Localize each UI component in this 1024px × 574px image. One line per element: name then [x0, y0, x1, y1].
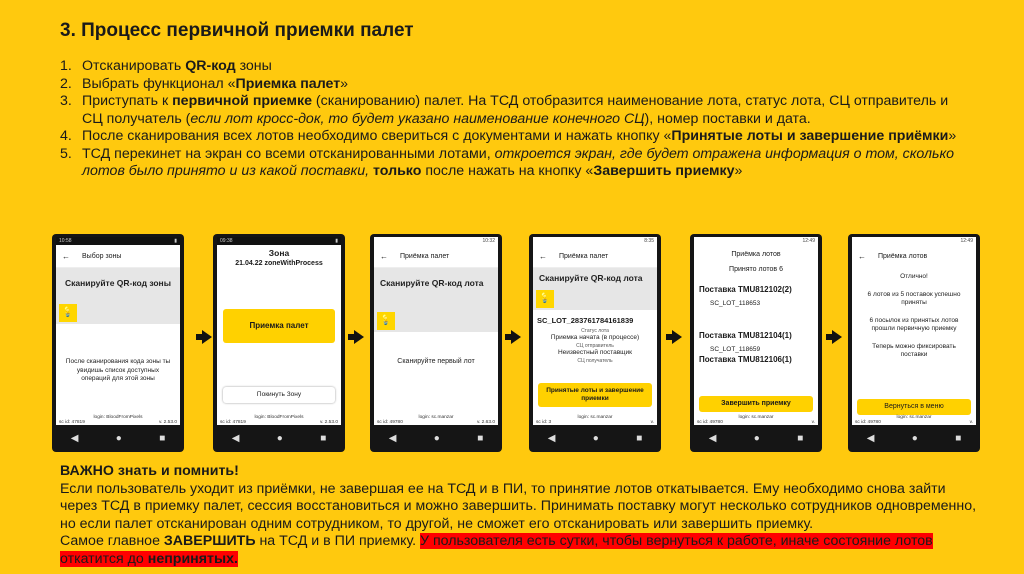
zone-name: 21.04.22 zoneWithProcess [235, 260, 323, 267]
step-5: 5. ТСД перекинет на экран со всеми отсканированными лотами, откроется экран, где будет отражена информация о том, сколько лотов было принято и из какой поставки, только после нажать на кнопку «Завершить приемку» [60, 145, 955, 179]
lot-id: SC_LOT_118653 [710, 300, 761, 307]
step-3: 3. Приступать к первичной приемке (сканированию) палет. На ТСД отобразится наименование лота, статус лота, СЦ отправитель и СЦ получатель (если лот кросс-док, то будет указано наименование конечного СЦ), номер поставки и дата. [60, 93, 949, 127]
success-text: 6 посылок из принятых лотов прошли первичную приемку [869, 316, 959, 332]
zone-label: Зона [268, 248, 290, 258]
step-1: 1. Отсканировать QR-код зоны [60, 58, 272, 74]
step-4: 4. После сканирования всех лотов необходимо свериться с документами и нажать кнопку «Принятые лоты и завершение приёмки» [60, 128, 957, 144]
flashlight-icon[interactable]: 💡 [536, 290, 554, 308]
back-nav-icon[interactable]: ◀ [70, 433, 79, 444]
back-nav-icon[interactable]: ◀ [231, 433, 240, 444]
footer: login: sc.manzar sc id: 49780 v. [697, 415, 815, 425]
arrow-right-icon [511, 330, 521, 344]
back-nav-icon[interactable]: ◀ [547, 433, 556, 444]
back-nav-icon[interactable]: ◀ [866, 433, 875, 444]
app-header: ← Приёмка палет [533, 245, 657, 268]
android-nav [529, 425, 661, 452]
arrow-right-icon [672, 330, 682, 344]
important-emphasis: Самое главное ЗАВЕРШИТЬ на ТСД и в ПИ приемку. У пользователя есть сутки, чтобы вернуться к работе, иначе состояние лотов откатится до непринятых. [60, 533, 933, 567]
footer: login: BloodFromPixels sc id: 47819 v. 2.53.0 [220, 415, 338, 425]
battery-icon: ▮ [335, 238, 338, 244]
recents-nav-icon[interactable]: ■ [636, 433, 643, 444]
app-header: ← Приёмка лотов [858, 251, 928, 261]
home-nav-icon[interactable]: ● [592, 433, 599, 444]
screen [374, 237, 498, 425]
back-arrow-icon[interactable]: ← [62, 251, 70, 261]
arrow-right-icon [832, 330, 842, 344]
screen [56, 237, 180, 425]
success-text: 6 лотов из 5 поставок успешно приняты [867, 290, 961, 306]
back-arrow-icon[interactable]: ← [380, 251, 388, 261]
footer: login: sc.manzar sc id: 3 v. [536, 415, 654, 425]
recents-nav-icon[interactable]: ■ [159, 433, 166, 444]
hint-text: После сканирования кода зоны ты увидишь список доступных операций для этой зоны [65, 358, 171, 382]
scanner-area: Сканируйте QR-код зоны 💡 [56, 268, 180, 324]
status-bar: 09:38 ▮ [217, 237, 341, 245]
leave-zone-button[interactable]: Покинуть Зону [223, 387, 335, 403]
lot-id: SC_LOT_118659 [710, 346, 761, 353]
android-nav [848, 425, 980, 452]
status-bar: 10:58 ▮ [56, 237, 180, 245]
page-title: 3. Процесс первичной приемки палет [60, 20, 414, 41]
hint-text: Сканируйте первый лот [397, 358, 475, 365]
app-header: ← Выбор зоны [56, 245, 180, 268]
pallet-accept-button[interactable]: Приемка палет [223, 309, 335, 343]
flashlight-icon[interactable]: 💡 [59, 304, 77, 322]
app-header: ← Приёмка палет [374, 245, 498, 268]
home-nav-icon[interactable]: ● [433, 433, 440, 444]
screen [852, 237, 976, 425]
footer: login: BloodFromPixels sc id: 47819 v. 2.53.0 [59, 415, 177, 425]
success-text: Теперь можно фиксировать поставки [872, 342, 956, 358]
important-note [60, 463, 980, 569]
recents-nav-icon[interactable]: ■ [797, 433, 804, 444]
back-arrow-icon[interactable]: ← [539, 251, 547, 261]
status-bar: 12:49 [694, 237, 818, 245]
phone-zone-select [52, 234, 184, 452]
scanner-area: Сканируйте QR-код лота 💡 [533, 268, 657, 310]
screen [217, 237, 341, 425]
status-bar: 8:35 [533, 237, 657, 245]
back-nav-icon[interactable]: ◀ [708, 433, 717, 444]
status-bar: 10:32 [374, 237, 498, 245]
phone-zone-menu [213, 234, 345, 452]
accepted-lots-finish-button[interactable]: Принятые лоты и завершение приемки [538, 383, 652, 407]
back-to-menu-button[interactable]: Вернуться в меню [857, 399, 971, 415]
phone-success [848, 234, 980, 452]
footer: login: sc.manzar sc id: 49780 v. 2.63.0 [377, 415, 495, 425]
lot-status: Приемка начата (в процессе) [550, 334, 640, 341]
phone-lot-details [529, 234, 661, 452]
steps-list [60, 58, 960, 181]
footer: login: sc.manzar sc id: 49780 v. [855, 415, 973, 425]
back-nav-icon[interactable]: ◀ [388, 433, 397, 444]
android-nav [370, 425, 502, 452]
status-bar: 12:49 [852, 237, 976, 245]
screen: 8:35 ← Приёмка палет Сканируйте QR-код лота 💡 SC_LOT_283761784161839 Статус лота Приемка начата (в процессе) СЦ отправитель Неизвестный поставщик СЦ получатель Принятые лоты и завершение приемки login: sc.manzar sc id: 3 v. [533, 237, 657, 425]
android-nav [690, 425, 822, 452]
recents-nav-icon[interactable]: ■ [955, 433, 962, 444]
important-heading: ВАЖНО знать и помнить! [60, 463, 239, 479]
important-text: Если пользователь уходит из приёмки, не завершая ее на ТСД и в ПИ, то принятие лотов откатывается. Ему необходимо снова зайти через ТСД в приемку палет, сессия восстановиться и можно завершить. Принимать поставку могут несколько сотрудников одновременно, но если палет отсканирован одним сотрудником, то другой, не сможет его отсканировать или завершить приемку. [60, 480, 977, 532]
phone-lot-scan [370, 234, 502, 452]
home-nav-icon[interactable]: ● [911, 433, 918, 444]
finish-accept-button[interactable]: Завершить приемку [699, 396, 813, 412]
home-nav-icon[interactable]: ● [115, 433, 122, 444]
screen [694, 237, 818, 425]
android-nav [213, 425, 345, 452]
supply-title: Поставка TMU812106(1) [699, 355, 792, 364]
arrow-right-icon [202, 330, 212, 344]
screen-title: Приёмка лотов [731, 251, 781, 258]
android-nav [52, 425, 184, 452]
back-arrow-icon[interactable]: ← [858, 251, 866, 261]
step-2: 2. Выбрать функционал «Приемка палет» [60, 75, 349, 92]
flashlight-icon[interactable]: 💡 [377, 312, 395, 330]
recents-nav-icon[interactable]: ■ [477, 433, 484, 444]
success-title: Отлично! [900, 273, 928, 280]
phone-accepted-lots [690, 234, 822, 452]
sender-sc: Неизвестный поставщик [557, 349, 633, 356]
home-nav-icon[interactable]: ● [276, 433, 283, 444]
scanner-area: Сканируйте QR-код лота 💡 [374, 268, 498, 332]
supply-title: Поставка TMU812102(2) [699, 285, 792, 294]
recents-nav-icon[interactable]: ■ [320, 433, 327, 444]
battery-icon: ▮ [174, 238, 177, 244]
home-nav-icon[interactable]: ● [753, 433, 760, 444]
arrow-right-icon [354, 330, 364, 344]
accepted-count: Принято лотов 6 [729, 266, 783, 273]
lot-id: SC_LOT_283761784161839 [537, 316, 634, 325]
red-highlight: У пользователя есть сутки, чтобы вернуться к работе, иначе состояние лотов откатится до непринятых. [60, 533, 933, 567]
supply-title: Поставка TMU812104(1) [699, 331, 792, 340]
